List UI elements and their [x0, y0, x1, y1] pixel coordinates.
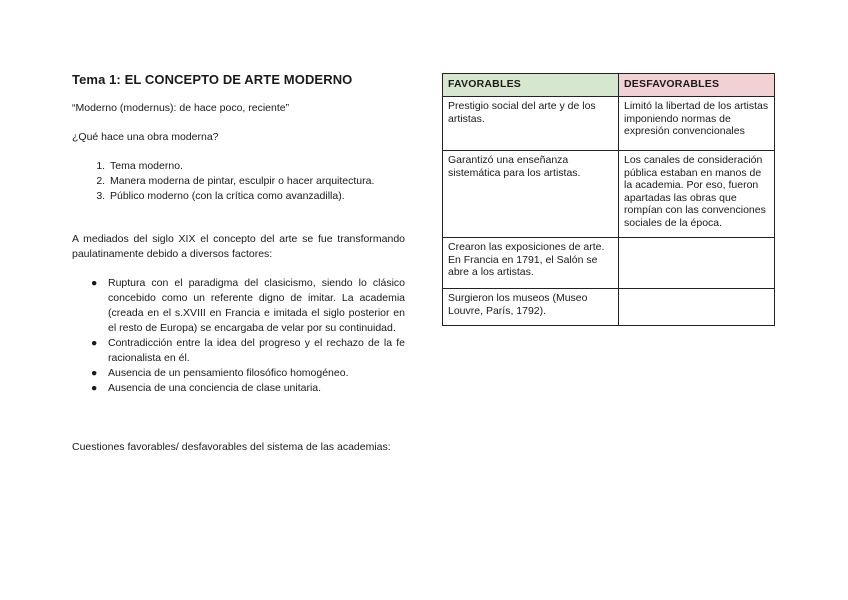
cell-favorable: Garantizó una enseñanza sistemática para los artistas. — [443, 151, 619, 238]
bullet-icon: ● — [91, 277, 98, 289]
definition-text: “Moderno (modernus): de hace poco, reciente” — [72, 102, 290, 114]
list-item-text: Ausencia de un pensamiento filosófico homogéneo. — [108, 367, 349, 379]
bullet-icon: ● — [91, 337, 98, 349]
cell-desfavorable: Limitó la libertad de los artistas imponiendo normas de expresión convencionales — [619, 97, 775, 151]
list-item-text: Ausencia de una conciencia de clase unitaria. — [108, 382, 322, 394]
list-item-text: Ruptura con el paradigma del clasicismo, siendo lo clásico concebido como un referente digno de imitar. La academia (creada en el s.XVIII en Francia e imitada el siglo posterior en el resto de Europa) se encargaba de velar por su continuidad. — [108, 277, 405, 334]
question-text: ¿Qué hace una obra moderna? — [72, 131, 219, 143]
intro-paragraph: A mediados del siglo XIX el concepto del arte se fue transformando paulatinamente debido a diversos factores: — [72, 233, 405, 260]
document-body — [72, 72, 405, 455]
list-item — [91, 336, 405, 366]
cell-favorable: Crearon las exposiciones de arte. En Francia en 1791, el Salón se abre a los artistas. — [443, 238, 619, 289]
cell-desfavorable — [619, 289, 775, 326]
factor-list — [72, 276, 405, 396]
closing-paragraph: Cuestiones favorables/ desfavorables del sistema de las academias: — [72, 441, 391, 453]
cell-favorable: Prestigio social del arte y de los artistas. — [443, 97, 619, 151]
table-row — [443, 151, 775, 238]
table-header-row — [443, 74, 775, 97]
list-item — [91, 381, 405, 396]
table-row — [443, 238, 775, 289]
header-desfavorables: DESFAVORABLES — [619, 74, 775, 97]
bullet-icon: ● — [91, 382, 98, 394]
list-item: 3. Público moderno (con la crítica como avanzadilla). — [108, 189, 405, 204]
cell-favorable: Surgieron los museos (Museo Louvre, París, 1792). — [443, 289, 619, 326]
list-item-text: Contradicción entre la idea del progreso y el rechazo de la fe racionalista en él. — [108, 337, 405, 364]
academies-table — [442, 73, 775, 326]
cell-desfavorable: Los canales de consideración pública estaban en manos de la academia. Por eso, fueron apartadas las obras que rompían con las convenciones sociales de la época. — [619, 151, 775, 238]
list-item: 1. Tema moderno. — [108, 159, 405, 174]
page-title: Tema 1: EL CONCEPTO DE ARTE MODERNO — [72, 72, 353, 87]
table-row — [443, 97, 775, 151]
list-item — [91, 366, 405, 381]
list-item: 2. Manera moderna de pintar, esculpir o hacer arquitectura. — [108, 174, 405, 189]
bullet-icon: ● — [91, 367, 98, 379]
header-favorables: FAVORABLES — [443, 74, 619, 97]
table-row — [443, 289, 775, 326]
list-item — [91, 276, 405, 336]
ordered-list — [72, 159, 405, 204]
cell-desfavorable — [619, 238, 775, 289]
